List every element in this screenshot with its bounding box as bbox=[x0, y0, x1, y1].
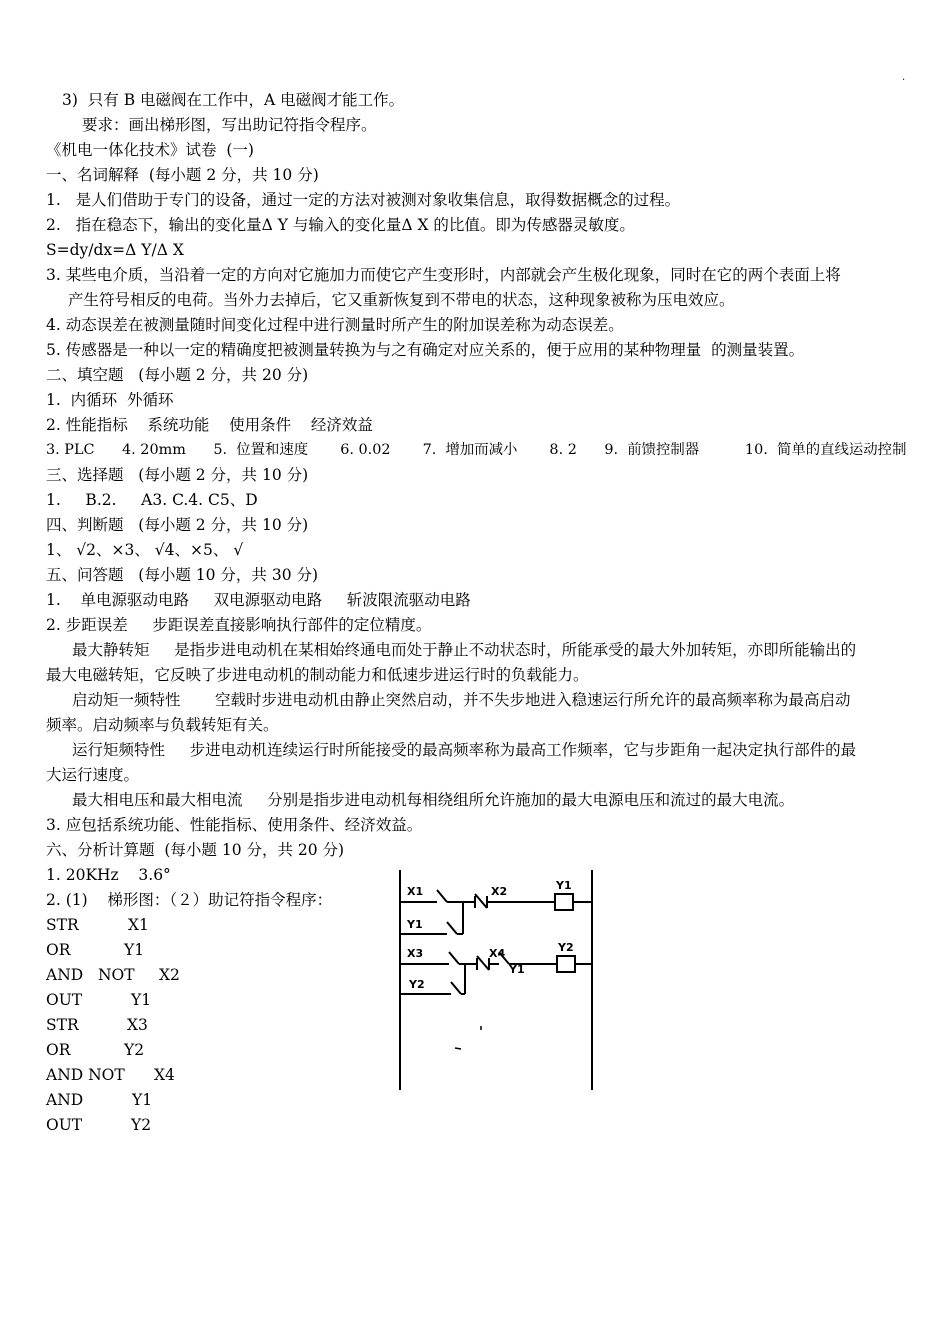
label-y1-coil: Y1 bbox=[556, 879, 572, 892]
program-arg: Y2 bbox=[124, 1041, 145, 1059]
section-2-heading: 二、填空题 (每小题 2 分，共 20 分) bbox=[46, 366, 309, 384]
requirement-line: 要求：画出梯形图，写出助记符指令程序。 bbox=[82, 116, 377, 134]
ladder-diagram bbox=[395, 870, 605, 1095]
answer-5-3: 3. 应包括系统功能、性能指标、使用条件、经济效益。 bbox=[46, 816, 423, 834]
program-arg: Y1 bbox=[131, 991, 152, 1009]
section-5-heading: 五、问答题 (每小题 10 分，共 30 分) bbox=[46, 566, 319, 584]
run-torque-freq: 运行矩频特性 步进电动机连续运行时所能接受的最高频率称为最高工作频率，它与步距角一起决定执行部件的最 bbox=[72, 741, 857, 759]
formula-line: S=dy/dx=Δ Y/Δ X bbox=[46, 241, 184, 259]
max-static-torque-cont: 最大电磁转矩，它反映了步进电动机的制动能力和低速步进运行时的负载能力。 bbox=[46, 666, 589, 684]
answer-5-1: 1. 单电源驱动电路 双电源驱动电路 斩波限流驱动电路 bbox=[46, 591, 471, 609]
label-y2-contact: Y2 bbox=[409, 978, 425, 991]
answer-4: 1、 √2、×3、 √4、×5、 √ bbox=[46, 541, 244, 559]
program-op: OR bbox=[46, 941, 71, 959]
y2-coil bbox=[557, 956, 575, 972]
program-arg: X4 bbox=[154, 1066, 175, 1084]
question-3-line: 3) 只有 B 电磁阀在工作中，A 电磁阀才能工作。 bbox=[62, 91, 405, 109]
program-op: STR bbox=[46, 916, 79, 934]
run-torque-freq-cont: 大运行速度。 bbox=[46, 766, 140, 784]
y1-contact bbox=[447, 922, 457, 934]
start-torque-freq-cont: 频率。启动频率与负载转矩有关。 bbox=[46, 716, 279, 734]
answer-1-4: 4. 动态误差在被测量随时间变化过程中进行测量时所产生的附加误差称为动态误差。 bbox=[46, 316, 624, 334]
program-op: STR bbox=[46, 1016, 79, 1034]
program-arg: Y1 bbox=[132, 1091, 153, 1109]
answer-2-1: 1. 内循环 外循环 bbox=[46, 391, 174, 409]
program-op: OUT bbox=[46, 991, 83, 1009]
max-static-torque: 最大静转矩 是指步进电动机在某相始终通电而处于静止不动状态时，所能承受的最大外加转矩，亦即所能输出的 bbox=[72, 641, 857, 659]
section-4-heading: 四、判断题 (每小题 2 分，共 10 分) bbox=[46, 516, 309, 534]
label-x2: X2 bbox=[491, 885, 508, 898]
section-3-heading: 三、选择题 (每小题 2 分，共 10 分) bbox=[46, 466, 309, 484]
answer-1-1: 1. 是人们借助于专门的设备，通过一定的方法对被测对象收集信息，取得数据概念的过程。 bbox=[46, 191, 681, 209]
label-y1-series: Y1 bbox=[509, 963, 525, 976]
section-1-heading: 一、名词解释 (每小题 2 分，共 10 分) bbox=[46, 166, 319, 184]
program-op: AND bbox=[46, 1091, 84, 1109]
y1-coil bbox=[555, 894, 573, 910]
label-x1: X1 bbox=[407, 885, 424, 898]
program-arg: X3 bbox=[127, 1016, 148, 1034]
program-op: AND NOT bbox=[46, 966, 135, 984]
answer-1-3-cont: 产生符号相反的电荷。当外力去掉后，它又重新恢复到不带电的状态，这种现象被称为压电效应。 bbox=[68, 291, 735, 309]
speck-mark bbox=[455, 1048, 461, 1049]
answer-2-3-10: 3. PLC 4. 20mm 5. 位置和速度 6. 0.02 7. 增加而减小 8. 2 9. 前馈控制器 10. 简单的直线运动控制 bbox=[46, 442, 907, 458]
answer-6-1: 1. 20KHz 3.6° bbox=[46, 866, 171, 884]
answer-2-2: 2. 性能指标 系统功能 使用条件 经济效益 bbox=[46, 416, 373, 434]
program-op: OR bbox=[46, 1041, 71, 1059]
section-6-heading: 六、分析计算题 (每小题 10 分，共 20 分) bbox=[46, 841, 345, 859]
answer-6-2-label: 2. (1) 梯形图：（２）助记符指令程序： bbox=[46, 891, 333, 909]
program-arg: Y2 bbox=[131, 1116, 152, 1134]
label-x4: X4 bbox=[489, 947, 506, 960]
answer-5-2: 2. 步距误差 步距误差直接影响执行部件的定位精度。 bbox=[46, 616, 432, 634]
corner-mark: . bbox=[902, 72, 906, 83]
label-x3: X3 bbox=[407, 947, 424, 960]
x3-contact bbox=[449, 952, 459, 964]
program-arg: Y1 bbox=[124, 941, 145, 959]
program-arg: X1 bbox=[128, 916, 149, 934]
x1-contact bbox=[437, 890, 447, 902]
start-torque-freq: 启动矩一频特性 空载时步进电动机由静止突然启动，并不失步地进入稳速运行所允许的最高频率称为最高启动 bbox=[72, 691, 851, 709]
answer-1-3: 3. 某些电介质，当沿着一定的方向对它施加力而使它产生变形时，内部就会产生极化现象，同时在它的两个表面上将 bbox=[46, 266, 841, 284]
answer-3: 1. B.2. A3. C.4. C5、D bbox=[46, 491, 258, 509]
answer-1-2: 2. 指在稳态下，输出的变化量Δ Y 与输入的变化量Δ X 的比值。即为传感器灵敏度。 bbox=[46, 216, 635, 234]
answer-1-5: 5. 传感器是一种以一定的精确度把被测量转换为与之有确定对应关系的，便于应用的某种物理量 的测量装置。 bbox=[46, 341, 805, 359]
y2-contact bbox=[451, 982, 461, 994]
program-arg: X2 bbox=[159, 966, 180, 984]
program-op: OUT bbox=[46, 1116, 83, 1134]
program-op: AND NOT bbox=[46, 1066, 125, 1084]
label-y2-coil: Y2 bbox=[558, 941, 574, 954]
label-y1-contact: Y1 bbox=[407, 918, 423, 931]
max-phase-voltage: 最大相电压和最大相电流 分别是指步进电动机每相绕组所允许施加的最大电源电压和流过的最大电流。 bbox=[72, 791, 795, 809]
exam-title: 《机电一体化技术》试卷 (一) bbox=[46, 141, 254, 159]
